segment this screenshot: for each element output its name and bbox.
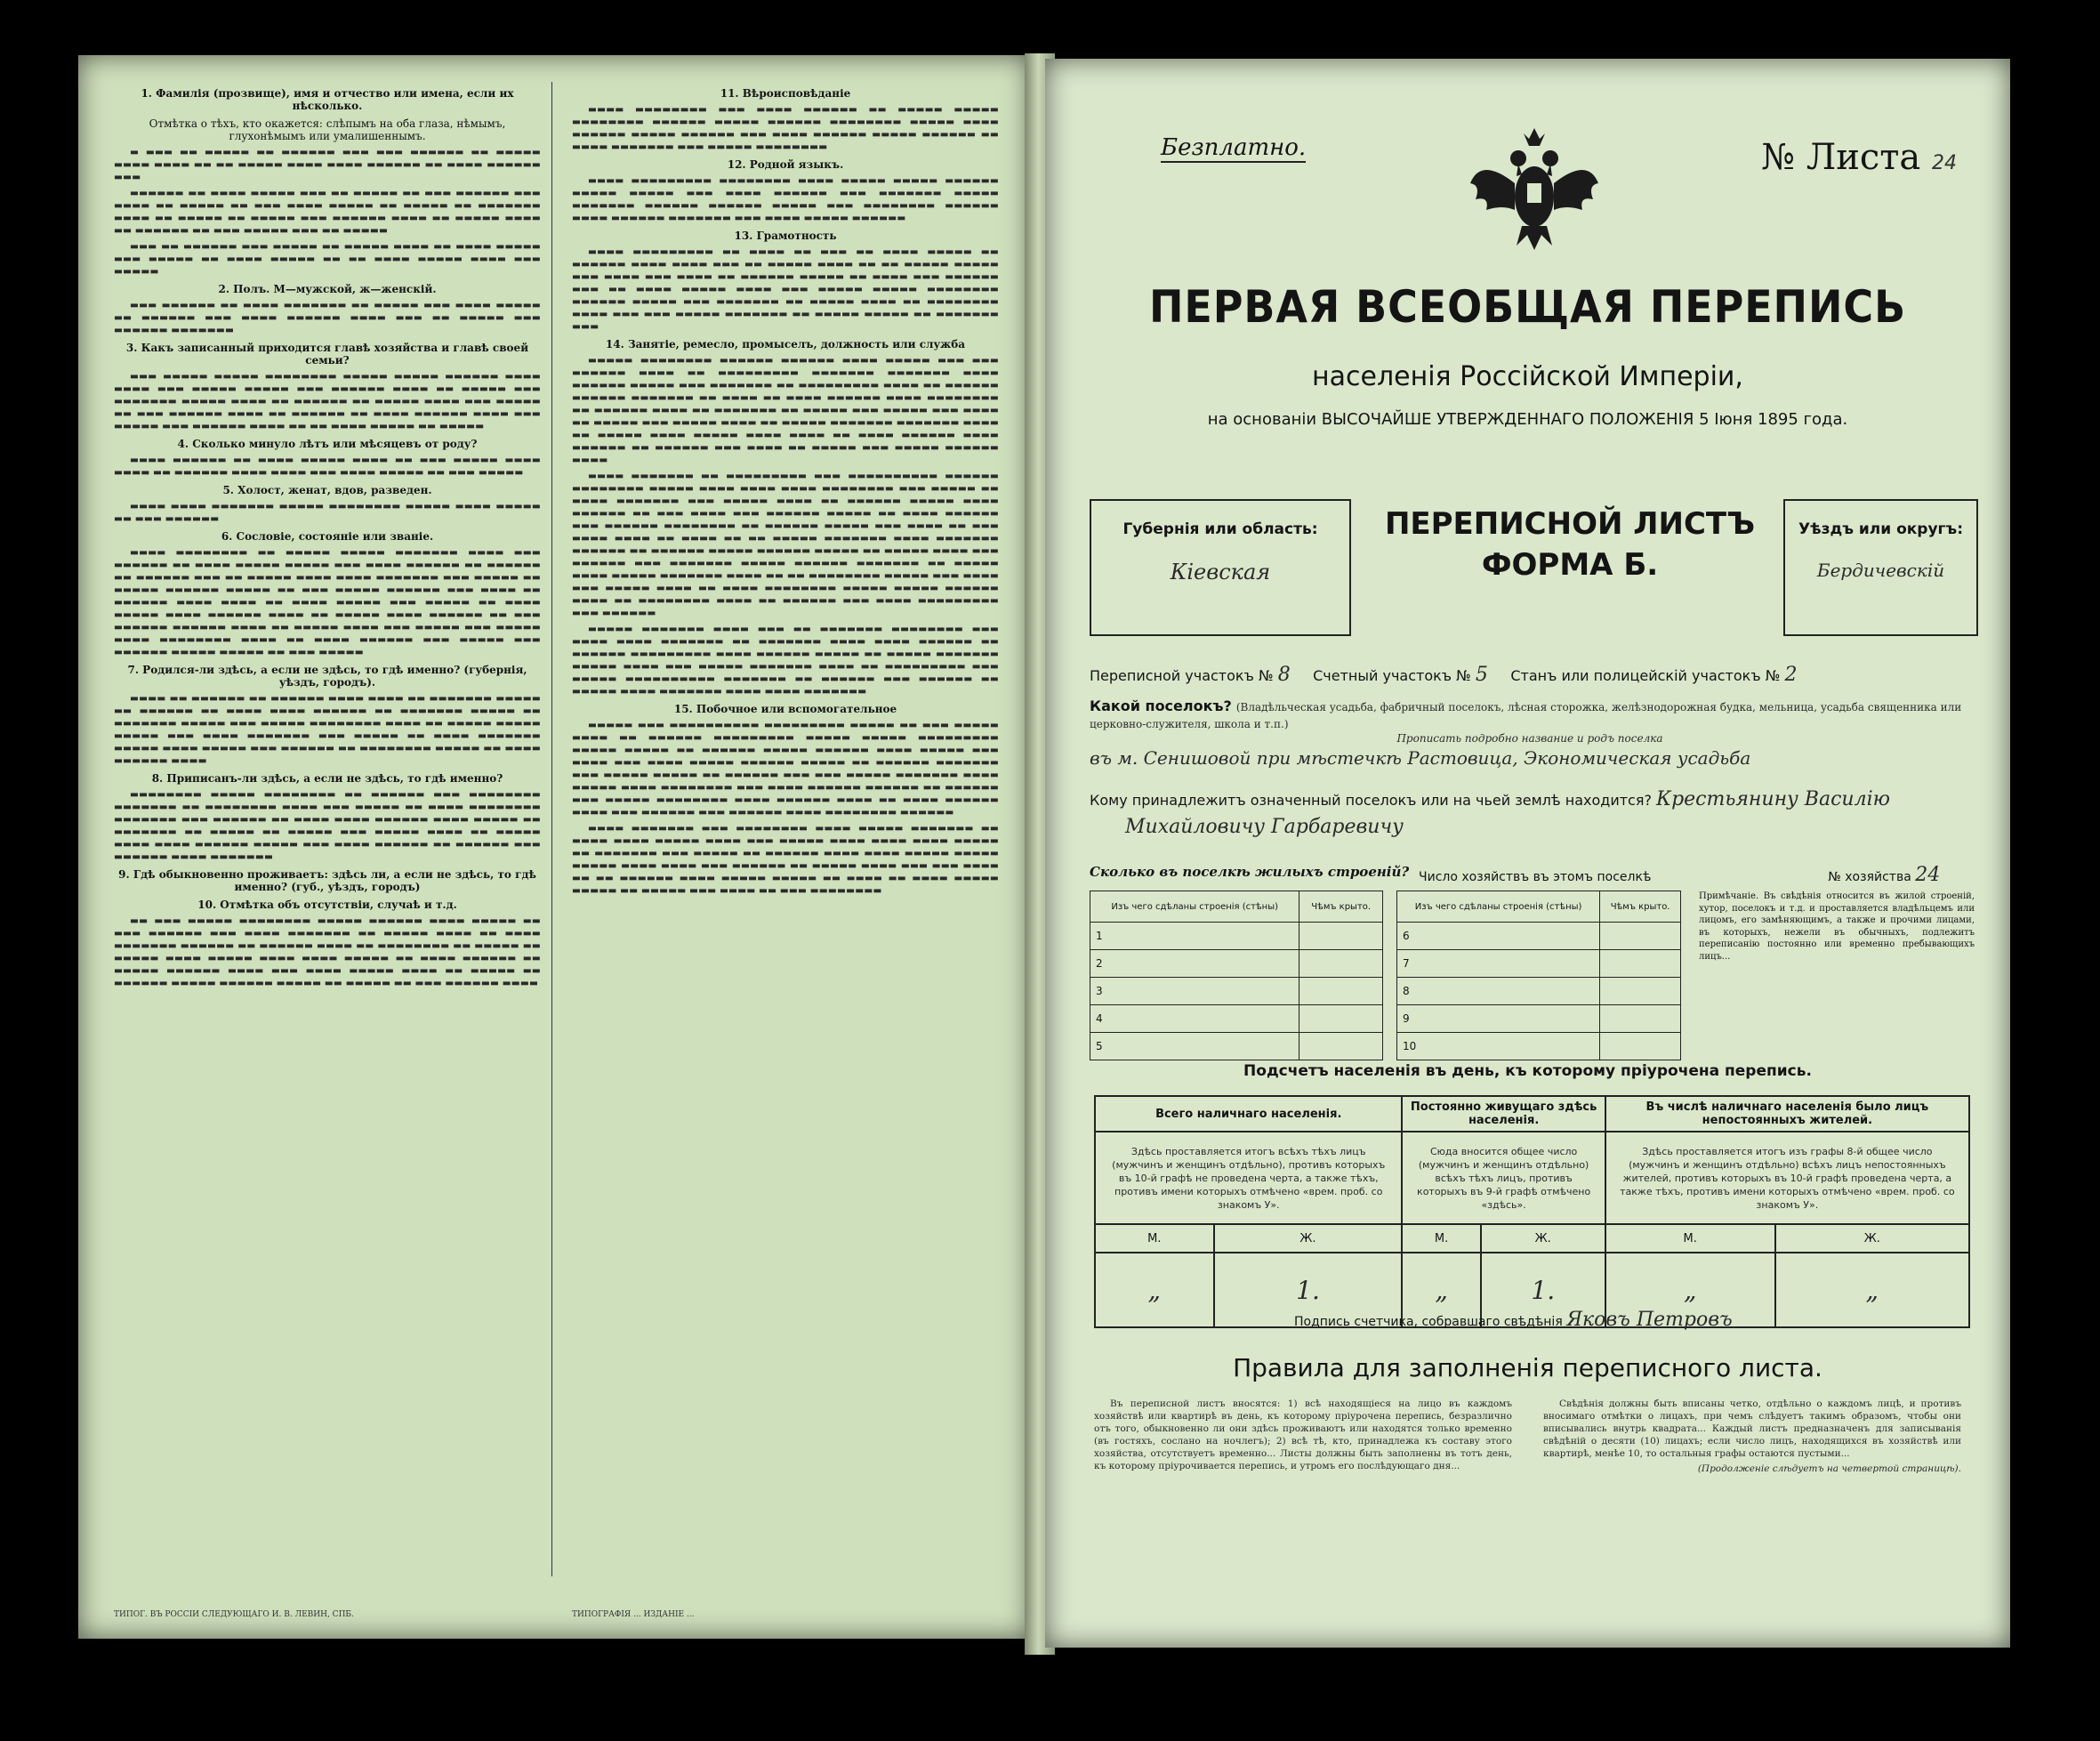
count-description: Сюда вносится общее число (мужчинъ и женщинъ отдѣльно) всѣхъ тѣхъ лицъ, противъ которыхъ въ 9-й графѣ отмѣчено «здѣсь».: [1402, 1132, 1605, 1224]
section-text-block: ▬▬▬▬▬▬▬▬ ▬▬▬▬▬ ▬▬▬▬▬▬▬▬ ▬▬ ▬▬▬▬▬▬ ▬▬▬ ▬▬▬▬▬▬▬▬ ▬▬▬▬▬▬▬ ▬▬ ▬▬▬▬▬▬▬▬ ▬▬▬▬ ▬▬▬ ▬▬▬▬▬ ▬▬ ▬▬▬▬ ▬▬▬▬▬▬▬▬ ▬▬▬▬▬▬▬ ▬▬▬ ▬▬▬▬▬▬ ▬▬ ▬▬▬▬ ▬▬▬▬ ▬▬▬▬▬▬ ▬▬▬▬ ▬▬▬▬▬ ▬▬ ▬▬▬▬▬▬▬ ▬▬ ▬▬▬▬▬ ▬▬ ▬▬▬▬▬ ▬▬▬ ▬▬▬▬▬ ▬▬▬▬ ▬▬ ▬▬▬▬▬ ▬▬▬▬ ▬▬▬▬ ▬▬▬▬▬▬ ▬▬▬▬▬ ▬▬▬ ▬▬▬▬ ▬▬▬▬▬▬ ▬▬ ▬▬▬▬▬▬ ▬▬▬ ▬▬▬▬▬▬ ▬▬▬▬ ▬▬▬▬▬▬▬: [114, 789, 541, 862]
settlement-value: въ м. Сенишовой при мѣстечкѣ Растовица, Экономическая усадьба: [1090, 747, 1751, 769]
printer-footnote-left: ТИПОГ. ВЪ РОССІИ СЛЕДУЮЩАГО И. В. ЛЕВИН, СПБ.: [114, 1610, 354, 1619]
count-header: Постоянно живущаго здѣсь населенія.: [1402, 1096, 1605, 1132]
section-text-block: ▬▬▬▬ ▬▬▬▬▬▬▬▬▬ ▬▬ ▬▬▬▬ ▬▬ ▬▬▬ ▬▬ ▬▬▬▬ ▬▬▬▬▬ ▬▬ ▬▬▬▬▬▬ ▬▬▬▬ ▬▬▬▬ ▬▬▬ ▬▬ ▬▬▬▬▬ ▬▬▬▬ ▬▬ ▬▬ ▬▬▬▬▬ ▬▬▬▬▬ ▬▬▬ ▬▬▬▬ ▬▬▬ ▬▬▬▬ ▬▬ ▬▬▬▬▬▬ ▬▬▬▬▬ ▬▬ ▬▬▬▬ ▬▬▬ ▬▬▬▬▬▬ ▬▬▬ ▬▬ ▬▬▬▬ ▬▬▬▬▬ ▬▬▬▬ ▬▬▬ ▬▬▬▬▬ ▬▬▬▬▬ ▬▬▬▬▬▬▬▬ ▬▬▬▬▬▬ ▬▬▬▬▬ ▬▬▬ ▬▬▬▬▬▬▬ ▬▬ ▬▬▬▬▬ ▬▬▬▬ ▬▬ ▬▬▬▬▬▬▬▬ ▬▬▬▬ ▬▬▬ ▬▬▬ ▬▬▬▬▬ ▬▬▬▬▬▬▬ ▬▬ ▬▬▬▬▬ ▬▬▬▬▬ ▬▬ ▬▬▬▬▬▬▬ ▬▬▬: [572, 246, 999, 332]
buildings-col-material: Изъ чего сдѣланы строенія (стѣны): [1397, 891, 1600, 923]
section-text-block: ▬▬▬▬ ▬▬▬▬▬▬▬▬▬ ▬▬▬▬▬▬▬▬ ▬▬▬▬ ▬▬▬▬▬ ▬▬▬▬▬ ▬▬▬▬▬▬ ▬▬▬▬▬ ▬▬▬▬▬ ▬▬▬ ▬▬▬▬ ▬▬▬▬▬▬ ▬▬▬ ▬▬▬▬▬▬▬ ▬▬▬▬▬ ▬▬▬▬▬▬▬ ▬▬▬▬▬▬ ▬▬▬▬▬▬ ▬▬▬▬▬ ▬▬▬ ▬▬▬▬▬▬▬▬ ▬▬▬▬▬▬ ▬▬▬▬ ▬▬▬▬▬▬ ▬▬▬▬▬▬▬ ▬▬▬ ▬▬▬▬ ▬▬▬▬▬ ▬▬▬▬▬▬: [572, 175, 999, 223]
settlement-hint-2: Прописать подробно название и родъ поселка: [1396, 732, 1663, 745]
count-value: 1.: [1481, 1253, 1605, 1327]
buildings-note: Примѣчаніе. Въ свѣдѣнія относится въ жилой строеній, хутор, поселокъ и т.д. и проставляется владѣльцемъ или лицомъ, его замѣняющимъ, а также и прочими лицами, въ которыхъ, нежели въ обычныхъ, подлежитъ переписанію постоянно или временно пребывающихъ лицъ...: [1699, 891, 1975, 962]
building-row-num: 4: [1090, 1005, 1299, 1033]
count-description: Здѣсь проставляется итогъ изъ графы 8-й общее число (мужчинъ и женщинъ отдѣльно) всѣхъ лицъ непостоянныхъ жителей, противъ которыхъ въ 10-й графѣ проведена черта, а также тѣхъ, противъ имени которыхъ отмѣчено «врем. проб. со знакомъ У».: [1605, 1132, 1969, 1224]
sheet-title: [1365, 504, 1774, 585]
section-heading: 2. Полъ. М—мужской, ж—женскій.: [218, 283, 437, 295]
buildings-col-material: Изъ чего сдѣланы строенія (стѣны): [1090, 891, 1299, 923]
count-value: 1.: [1214, 1253, 1403, 1327]
sheet-title-line1: ПЕРЕПИСНОЙ ЛИСТЪ: [1384, 506, 1756, 542]
buildings-label: Сколько въ поселкѣ жилыхъ строеній?: [1090, 864, 1410, 880]
buildings-col-roof: Чѣмъ крыто.: [1600, 891, 1681, 923]
sheet-number-label: № Листа: [1761, 137, 1921, 178]
section-text-block: ▬▬▬▬ ▬▬ ▬▬▬▬▬▬ ▬▬ ▬▬▬▬▬▬ ▬▬▬▬ ▬▬▬▬ ▬▬ ▬▬▬▬▬▬▬ ▬▬▬▬▬ ▬▬ ▬▬▬▬▬▬ ▬▬ ▬▬▬▬ ▬▬▬▬ ▬▬▬▬▬▬ ▬▬ ▬▬▬▬▬▬▬ ▬▬▬▬▬ ▬▬ ▬▬▬▬▬▬▬ ▬▬▬▬▬ ▬▬▬ ▬▬▬▬▬ ▬▬▬▬▬▬▬▬ ▬▬▬▬ ▬▬ ▬▬▬▬▬ ▬▬▬▬▬ ▬▬▬▬▬ ▬▬▬ ▬▬▬▬ ▬▬▬▬▬▬▬ ▬▬▬ ▬▬▬▬▬ ▬▬ ▬▬▬▬ ▬▬▬▬▬▬▬ ▬▬▬▬▬ ▬▬▬▬ ▬▬▬▬▬ ▬▬▬ ▬▬▬▬▬▬ ▬▬ ▬▬▬▬▬▬▬▬ ▬▬▬▬▬ ▬▬ ▬▬▬▬ ▬▬▬▬▬▬ ▬▬▬▬: [114, 693, 541, 766]
section-heading: 11. Вѣроисповѣданіе: [720, 87, 851, 100]
count-header: Всего наличнаго населенія.: [1095, 1096, 1402, 1132]
building-row-num: 10: [1397, 1033, 1600, 1060]
sex-label: М.: [1605, 1224, 1775, 1253]
section-text-block: ▬ ▬▬▬ ▬▬ ▬▬▬▬▬ ▬▬ ▬▬▬▬▬▬ ▬▬▬ ▬▬▬ ▬▬▬▬▬▬ ▬▬ ▬▬▬▬▬ ▬▬▬▬ ▬▬▬▬ ▬▬ ▬▬ ▬▬▬▬▬ ▬▬▬▬ ▬▬▬▬ ▬▬▬▬▬▬ ▬▬ ▬▬▬▬ ▬▬▬▬▬▬ ▬▬▬ ▬▬▬▬▬▬ ▬▬ ▬▬▬▬ ▬▬▬▬▬ ▬▬▬ ▬▬ ▬▬▬▬▬ ▬▬ ▬▬▬ ▬▬▬▬▬▬ ▬▬▬ ▬▬▬▬ ▬▬ ▬▬▬▬▬ ▬▬ ▬▬▬ ▬▬▬▬ ▬▬▬▬▬ ▬▬ ▬▬▬▬▬ ▬▬ ▬▬▬▬▬▬▬ ▬▬▬▬ ▬▬ ▬▬▬▬▬ ▬▬ ▬▬▬▬▬ ▬▬▬ ▬▬▬▬▬▬ ▬▬▬▬ ▬▬ ▬▬▬▬▬ ▬▬▬▬ ▬▬ ▬▬▬▬▬▬ ▬▬ ▬▬▬ ▬▬▬▬▬ ▬▬▬ ▬▬ ▬▬▬▬▬ ▬▬▬ ▬▬ ▬▬▬▬▬▬ ▬▬▬ ▬▬▬▬▬ ▬▬ ▬▬▬▬▬ ▬▬▬▬ ▬▬ ▬▬▬▬ ▬▬▬▬▬ ▬▬▬ ▬▬▬▬▬ ▬▬ ▬▬▬▬ ▬▬▬▬▬ ▬▬ ▬▬ ▬▬▬▬ ▬▬▬▬▬ ▬▬▬▬ ▬▬▬ ▬▬▬▬▬: [114, 147, 541, 277]
settlement-field: [1090, 697, 1970, 769]
section-subheading: Отмѣтка о тѣхъ, кто окажется: слѣпымъ на оба глаза, нѣмымъ, глухонѣмымъ или умалишеннымъ.: [149, 117, 506, 142]
section-heading: 1. Фамилія (прозвище), имя и отчество или имена, если их нѣсколько.: [141, 87, 514, 112]
precinct-line: [1090, 664, 1797, 686]
left-column-a: [114, 82, 541, 993]
households-no-value: 24: [1915, 864, 1941, 886]
province-value: Кіевская: [1170, 560, 1271, 584]
building-row-num: 9: [1397, 1005, 1600, 1033]
rules-column-a: [1094, 1398, 1512, 1475]
stan-value: 2: [1784, 664, 1798, 686]
buildings-table-b: [1396, 891, 1681, 1060]
owner-value-2: Михайловичу Гарбаревичу: [1125, 816, 1404, 838]
sex-label: Ж.: [1214, 1224, 1403, 1253]
count-precinct-value: 5: [1475, 664, 1488, 686]
district-label: Уѣздъ или округъ:: [1798, 520, 1964, 538]
building-row-num: 5: [1090, 1033, 1299, 1060]
count-header: Въ числѣ наличнаго населенія было лицъ непостоянныхъ жителей.: [1605, 1096, 1969, 1132]
section-text-block: ▬▬▬▬ ▬▬▬▬▬▬ ▬▬ ▬▬▬▬ ▬▬▬▬▬ ▬▬▬▬ ▬▬ ▬▬▬ ▬▬▬▬▬ ▬▬▬▬ ▬▬▬▬ ▬▬ ▬▬▬▬▬▬ ▬▬▬▬ ▬▬▬▬ ▬▬▬ ▬▬▬▬ ▬▬▬▬▬ ▬▬ ▬▬▬ ▬▬▬▬▬: [114, 455, 541, 478]
district-box: [1783, 499, 1978, 636]
population-count-title: Подсчетъ населенія въ день, къ которому пріурочена перепись.: [1243, 1062, 1812, 1080]
sex-label: М.: [1402, 1224, 1480, 1253]
precinct-label: Переписной участокъ №: [1090, 667, 1274, 684]
section-heading: 10. Отмѣтка объ отсутствіи, случаѣ и т.д.: [197, 899, 457, 911]
section-text-block: ▬▬▬▬ ▬▬▬▬ ▬▬▬▬▬▬▬ ▬▬▬▬▬ ▬▬▬▬▬▬▬▬ ▬▬▬▬▬ ▬▬▬▬ ▬▬▬▬▬ ▬▬ ▬▬▬ ▬▬▬▬▬▬: [114, 501, 541, 524]
count-precinct-label: Счетный участокъ №: [1313, 667, 1471, 684]
sheet-number-value: 24: [1932, 152, 1957, 174]
sex-label: Ж.: [1775, 1224, 1969, 1253]
province-box: [1090, 499, 1351, 636]
section-heading: 3. Какъ записанный приходится главѣ хозяйства и главѣ своей семьи?: [125, 342, 529, 367]
section-text-block: ▬▬▬ ▬▬▬▬▬ ▬▬▬▬▬ ▬▬▬▬▬▬▬▬ ▬▬▬▬▬ ▬▬▬▬▬ ▬▬▬▬▬▬ ▬▬▬▬ ▬▬▬▬ ▬▬▬ ▬▬▬▬▬ ▬▬▬▬▬ ▬▬▬ ▬▬▬▬▬▬ ▬▬▬▬ ▬▬ ▬▬▬▬▬ ▬▬▬ ▬▬▬▬▬▬▬ ▬▬▬▬▬ ▬▬▬▬ ▬▬ ▬▬▬▬▬▬ ▬▬ ▬▬▬▬▬ ▬▬▬▬ ▬▬▬ ▬▬▬▬▬ ▬▬ ▬▬▬ ▬▬▬▬▬▬ ▬▬▬▬ ▬▬ ▬▬▬▬▬▬ ▬▬ ▬▬▬▬ ▬▬▬▬▬▬ ▬▬▬▬ ▬▬▬ ▬▬▬▬▬ ▬▬▬ ▬▬▬▬▬▬ ▬▬▬▬ ▬▬ ▬▬ ▬▬▬▬ ▬▬▬▬▬ ▬▬ ▬▬▬▬▬: [114, 371, 541, 431]
count-value: „: [1402, 1253, 1480, 1327]
double-headed-eagle-emblem: [1463, 121, 1605, 254]
building-row-num: 8: [1397, 978, 1600, 1005]
count-description: Здѣсь проставляется итогъ всѣхъ тѣхъ лицъ (мужчинъ и женщинъ отдѣльно), противъ которыхъ въ 10-й графѣ не проведена черта, а также тѣхъ, противъ имени которыхъ отмѣчено «врем. проб. со знакомъ У».: [1095, 1132, 1402, 1224]
section-text-block: ▬▬▬▬ ▬▬▬▬▬▬▬▬ ▬▬▬ ▬▬▬▬ ▬▬▬▬▬▬ ▬▬ ▬▬▬▬▬ ▬▬▬▬▬ ▬▬▬▬▬▬▬▬ ▬▬▬▬▬▬ ▬▬▬▬▬ ▬▬▬▬▬▬ ▬▬▬▬▬▬▬▬ ▬▬▬▬▬ ▬▬▬▬ ▬▬▬▬▬▬ ▬▬▬▬▬ ▬▬▬▬▬▬ ▬▬▬ ▬▬▬▬ ▬▬▬▬▬▬ ▬▬▬▬▬ ▬▬▬▬▬▬ ▬▬ ▬▬▬▬ ▬▬▬▬▬▬▬ ▬▬▬ ▬▬▬▬▬ ▬▬▬▬▬▬▬▬: [572, 104, 999, 152]
precinct-value: 8: [1277, 664, 1291, 686]
households-no-label: № хозяйства: [1828, 870, 1911, 884]
building-row-num: 3: [1090, 978, 1299, 1005]
section-heading: 12. Родной языкъ.: [727, 158, 844, 171]
section-text-block: ▬▬▬▬▬ ▬▬▬ ▬▬▬▬▬▬▬▬▬▬ ▬▬▬▬▬▬▬▬▬ ▬▬▬▬▬ ▬▬ ▬▬▬ ▬▬▬▬▬ ▬▬▬▬ ▬▬ ▬▬▬▬▬▬ ▬▬▬▬▬▬▬▬▬ ▬▬▬▬▬ ▬▬▬▬▬ ▬▬▬▬▬▬▬▬▬ ▬▬▬▬▬ ▬▬▬▬▬ ▬▬ ▬▬▬▬▬▬ ▬▬▬▬▬ ▬▬▬▬▬▬ ▬▬▬▬ ▬▬▬▬▬ ▬▬▬ ▬▬▬▬ ▬▬▬ ▬▬▬▬ ▬▬▬▬▬ ▬▬▬▬▬▬ ▬▬▬▬▬ ▬▬ ▬▬▬▬▬▬ ▬▬▬▬▬▬▬ ▬▬▬ ▬▬▬▬▬ ▬▬▬▬▬ ▬▬ ▬▬▬▬▬▬ ▬▬▬ ▬▬▬ ▬▬▬▬▬ ▬▬▬▬▬▬▬ ▬▬▬▬ ▬▬▬▬▬ ▬▬▬▬ ▬▬▬▬▬▬▬▬ ▬▬▬ ▬▬▬▬ ▬▬▬▬▬▬ ▬▬▬▬▬▬ ▬▬ ▬▬▬▬▬▬ ▬▬▬ ▬▬▬▬▬ ▬▬▬▬▬▬▬▬ ▬▬▬▬ ▬▬▬▬▬▬ ▬▬▬▬ ▬▬ ▬▬▬▬ ▬▬▬▬▬▬ ▬▬▬▬ ▬▬▬ ▬▬▬▬▬▬ ▬▬▬ ▬▬▬▬▬▬ ▬▬▬▬ ▬▬▬▬▬▬▬▬ ▬▬▬▬▬▬ ▬▬▬▬ ▬▬▬▬▬▬▬ ▬▬▬ ▬▬▬▬▬▬▬▬ ▬▬▬▬ ▬▬▬▬▬ ▬▬▬▬▬▬▬ ▬▬ ▬▬▬▬ ▬▬▬▬ ▬▬▬▬▬ ▬▬▬▬ ▬▬▬ ▬▬▬▬▬ ▬▬▬▬ ▬▬▬▬ ▬▬▬▬ ▬▬▬▬▬ ▬▬ ▬▬▬▬▬▬▬ ▬▬▬ ▬▬▬▬▬ ▬▬ ▬▬▬▬▬▬ ▬▬▬▬ ▬▬▬▬ ▬▬▬▬▬ ▬▬▬▬▬ ▬▬▬▬▬ ▬▬▬▬ ▬▬▬▬ ▬▬▬ ▬▬▬▬▬▬ ▬▬ ▬▬▬▬▬ ▬▬▬▬ ▬▬▬ ▬▬▬ ▬▬▬▬ ▬▬ ▬▬ ▬▬▬▬▬▬ ▬▬▬▬ ▬▬▬▬▬ ▬▬▬▬▬ ▬▬ ▬▬▬▬ ▬▬ ▬▬▬▬ ▬▬▬▬▬ ▬▬▬▬▬ ▬▬ ▬▬▬▬▬ ▬▬▬ ▬▬▬▬ ▬▬ ▬▬▬ ▬▬▬▬▬▬▬▬: [572, 720, 999, 896]
sex-label: Ж.: [1481, 1224, 1605, 1253]
count-value: „: [1605, 1253, 1775, 1327]
building-row-num: 7: [1397, 950, 1600, 978]
section-heading: 14. Занятіе, ремесло, промыселъ, должность или служба: [605, 338, 966, 351]
stan-label: Станъ или полицейскій участокъ №: [1510, 667, 1781, 684]
column-divider: [551, 82, 552, 1576]
households-line: [1419, 864, 1940, 886]
rules-title: Правила для заполненія переписного листа.: [1233, 1353, 1822, 1382]
buildings-table-a: [1090, 891, 1383, 1060]
rules-continuation: (Продолженіе слѣдуетъ на четвертой страницѣ).: [1697, 1463, 1961, 1474]
signature-label: Подпись счетчика, собравшаго свѣдѣнія: [1294, 1315, 1563, 1329]
section-heading: 8. Приписанъ-ли здѣсь, а если не здѣсь, то гдѣ именно?: [151, 772, 503, 785]
section-heading: 9. Гдѣ обыкновенно проживаетъ: здѣсь ли, а если не здѣсь, то гдѣ именно? (губ., уѣздъ, городъ): [118, 868, 536, 893]
document-title: ПЕРВАЯ ВСЕОБЩАЯ ПЕРЕПИСЬ: [1148, 281, 1907, 333]
province-label: Губернія или область:: [1122, 520, 1318, 538]
section-heading: 13. Грамотность: [734, 230, 837, 242]
sex-label: М.: [1095, 1224, 1214, 1253]
settlement-hint: (Владѣльческая усадьба, фабричный поселокъ, лѣсная сторожка, желѣзнодорожная будка, мельница, усадьба священника или церковно-служителя, школа и т.п.): [1090, 701, 1962, 730]
buildings-col-roof: Чѣмъ крыто.: [1299, 891, 1383, 923]
left-page: [78, 55, 1030, 1639]
legal-basis-line: на основаніи ВЫСОЧАЙШЕ УТВЕРЖДЕННАГО ПОЛОЖЕНІЯ 5 Іюня 1895 года.: [1207, 410, 1848, 429]
building-row-num: 2: [1090, 950, 1299, 978]
section-heading: 7. Родился-ли здѣсь, а если не здѣсь, то гдѣ именно? (губернія, уѣздъ, городъ).: [127, 664, 527, 689]
rules-text-b: Свѣдѣнія должны быть вписаны четко, отдѣльно о каждомъ лицѣ, и противъ вносимаго отмѣтки о лицахъ, при чемъ слѣдуетъ такимъ образомъ, чтобы они вписывались внутрь квадрата... Каждый листъ предназначенъ для записыванія свѣдѣній о десяти (10) лицахъ; если число лицъ, находящихся въ хозяйствѣ или квартирѣ, менѣе 10, то остальныя графы остаются пустыми...: [1543, 1398, 1961, 1459]
document-subtitle: населенія Россійской Имперіи,: [1312, 361, 1743, 392]
count-value: „: [1095, 1253, 1214, 1327]
building-row-num: 1: [1090, 923, 1299, 950]
section-text-block: ▬▬ ▬▬▬ ▬▬▬▬▬ ▬▬▬▬▬▬▬▬ ▬▬▬▬▬ ▬▬▬▬▬▬ ▬▬▬▬ ▬▬▬▬▬ ▬▬ ▬▬▬ ▬▬▬▬▬▬ ▬▬▬ ▬▬▬▬ ▬▬▬▬▬▬▬ ▬▬ ▬▬▬▬▬ ▬▬▬▬ ▬▬ ▬▬▬▬ ▬▬▬▬▬▬▬ ▬▬▬▬▬▬ ▬▬ ▬▬▬▬▬▬ ▬▬▬▬ ▬▬ ▬▬▬▬▬▬▬▬ ▬▬ ▬▬▬▬▬ ▬▬ ▬▬▬▬▬ ▬▬▬▬ ▬▬▬▬▬ ▬▬▬▬ ▬▬▬▬ ▬▬▬▬▬ ▬▬ ▬▬▬▬ ▬▬▬▬▬▬ ▬▬ ▬▬▬▬▬ ▬▬▬▬▬▬ ▬▬▬▬ ▬▬▬ ▬▬▬▬ ▬▬▬▬▬ ▬▬▬▬ ▬▬ ▬▬▬▬▬ ▬▬ ▬▬▬▬▬▬ ▬▬▬▬▬ ▬▬▬▬▬▬ ▬▬▬▬▬ ▬▬ ▬▬▬▬▬ ▬▬ ▬▬▬ ▬▬▬▬▬▬ ▬▬▬▬: [114, 915, 541, 988]
owner-field: [1090, 788, 1970, 838]
building-row-num: 6: [1397, 923, 1600, 950]
signature-line: [1294, 1309, 1733, 1331]
rules-column-b: [1543, 1398, 1961, 1478]
right-page: [1045, 59, 2010, 1648]
section-text-block: ▬▬▬▬▬ ▬▬▬▬▬▬▬▬ ▬▬▬▬▬▬ ▬▬▬▬▬▬ ▬▬▬▬ ▬▬▬▬▬ ▬▬▬ ▬▬▬ ▬▬▬▬▬▬ ▬▬▬▬ ▬▬ ▬▬▬▬▬▬▬▬▬ ▬▬▬▬▬▬▬ ▬▬▬▬▬▬▬ ▬▬▬▬ ▬▬▬▬▬▬ ▬▬▬▬▬ ▬▬▬ ▬▬▬▬▬▬▬ ▬▬ ▬▬▬▬▬▬▬▬▬ ▬▬▬▬ ▬▬ ▬▬▬▬▬▬ ▬▬▬▬▬▬ ▬▬▬▬▬▬▬ ▬▬ ▬▬▬▬ ▬▬ ▬▬▬▬ ▬▬▬▬▬▬ ▬▬▬▬ ▬▬▬▬▬▬▬▬ ▬▬ ▬▬▬▬▬▬ ▬▬▬▬ ▬▬ ▬▬▬▬▬▬▬ ▬▬ ▬▬▬▬▬ ▬▬▬ ▬▬▬▬▬ ▬▬▬ ▬▬▬▬ ▬▬ ▬▬▬▬▬ ▬▬▬ ▬▬▬▬▬ ▬▬▬▬ ▬▬ ▬▬▬▬▬ ▬▬▬▬▬▬▬ ▬▬▬▬▬▬▬ ▬▬▬▬ ▬▬ ▬▬▬▬▬ ▬▬▬▬ ▬▬▬▬▬ ▬▬▬▬ ▬▬▬▬ ▬▬ ▬▬▬▬ ▬▬▬▬▬▬ ▬▬▬▬ ▬▬▬▬▬▬ ▬▬ ▬▬▬▬▬▬ ▬▬▬ ▬▬▬▬ ▬▬ ▬▬▬▬▬ ▬▬▬ ▬▬▬▬▬ ▬▬▬▬▬▬ ▬▬▬▬ ▬▬▬▬ ▬▬▬▬▬▬▬ ▬▬ ▬▬▬▬▬▬▬▬▬ ▬▬▬ ▬▬▬▬▬▬▬▬▬▬ ▬▬▬▬▬▬ ▬▬▬▬▬▬▬▬ ▬▬▬▬▬ ▬▬▬▬ ▬▬▬▬ ▬▬▬▬ ▬▬▬▬▬▬▬▬ ▬▬▬ ▬▬▬▬▬ ▬▬ ▬▬▬▬ ▬▬▬▬▬▬▬ ▬▬▬ ▬▬▬▬▬ ▬▬▬▬ ▬▬ ▬▬▬▬▬▬ ▬▬▬▬▬ ▬▬▬▬ ▬▬▬▬▬▬ ▬▬ ▬▬▬ ▬▬▬▬ ▬▬▬ ▬▬▬▬▬▬ ▬▬▬▬▬ ▬▬ ▬▬▬▬ ▬▬▬▬▬▬ ▬▬▬ ▬▬▬▬▬▬ ▬▬▬▬▬▬▬▬ ▬▬ ▬▬▬▬▬▬ ▬▬▬▬▬ ▬▬▬ ▬▬▬▬ ▬▬ ▬▬▬ ▬▬▬▬ ▬▬▬▬ ▬▬ ▬▬▬▬ ▬▬ ▬▬ ▬▬▬▬▬ ▬▬▬▬▬▬▬ ▬▬▬▬ ▬▬▬▬▬▬▬ ▬▬▬▬▬▬ ▬▬ ▬▬▬▬▬▬ ▬▬▬▬▬ ▬▬▬▬▬▬ ▬▬▬▬▬ ▬▬ ▬▬▬▬▬ ▬▬▬▬ ▬▬▬ ▬▬▬▬▬▬ ▬▬▬ ▬▬▬▬▬▬▬ ▬▬▬▬▬ ▬▬▬▬▬▬ ▬▬▬▬▬▬▬ ▬▬ ▬▬▬▬▬ ▬▬▬▬ ▬▬▬▬▬ ▬▬▬▬▬▬▬ ▬▬▬▬ ▬▬ ▬▬ ▬▬▬▬▬▬▬▬ ▬▬▬▬▬ ▬▬▬ ▬▬▬▬ ▬▬▬ ▬▬▬▬▬ ▬▬▬▬ ▬▬ ▬▬▬▬ ▬▬▬▬▬▬▬▬ ▬▬▬▬▬ ▬▬▬▬▬ ▬▬▬▬▬▬ ▬▬▬▬ ▬▬ ▬▬▬▬▬▬▬▬ ▬▬▬▬ ▬▬ ▬▬▬▬▬▬ ▬▬▬ ▬▬▬▬ ▬▬▬▬▬▬▬▬▬ ▬▬▬ ▬▬▬▬▬▬ ▬▬▬▬▬ ▬▬▬▬▬▬▬ ▬▬▬▬ ▬▬▬ ▬▬ ▬▬▬▬▬▬▬ ▬▬▬▬▬▬▬▬ ▬▬▬ ▬▬▬▬ ▬▬▬▬ ▬▬▬▬▬▬▬ ▬▬ ▬▬▬▬▬▬▬ ▬▬▬▬ ▬▬▬▬ ▬▬▬▬▬▬ ▬▬ ▬▬▬▬▬▬ ▬▬▬▬▬▬▬▬▬ ▬▬▬▬ ▬▬▬▬▬▬ ▬▬▬▬▬ ▬▬ ▬▬▬▬▬ ▬▬▬▬▬▬▬ ▬▬▬▬▬ ▬▬▬▬ ▬▬▬ ▬▬▬▬▬ ▬▬▬▬▬▬▬ ▬▬▬▬ ▬▬ ▬▬▬▬▬▬▬▬▬ ▬▬▬ ▬▬▬▬▬ ▬▬▬▬▬▬▬▬▬▬ ▬▬▬▬▬▬▬ ▬▬ ▬▬▬▬▬▬ ▬▬▬ ▬▬▬▬▬▬ ▬▬ ▬▬▬▬▬ ▬▬▬▬ ▬▬▬▬▬▬▬ ▬▬▬▬ ▬▬▬▬ ▬▬▬▬▬▬▬: [572, 355, 999, 697]
population-count-table: [1094, 1095, 1970, 1328]
signature-value: Яковъ Петровъ: [1566, 1309, 1733, 1331]
section-heading: 5. Холост, женат, вдов, разведен.: [222, 484, 432, 496]
count-value: „: [1775, 1253, 1969, 1327]
section-heading: 6. Сословіе, состояніе или званіе.: [221, 530, 434, 543]
section-heading: 4. Сколько минуло лѣтъ или мѣсяцевъ от роду?: [177, 438, 478, 450]
printer-footnote-right: ТИПОГРАФІЯ ... ИЗДАНІЕ ...: [572, 1610, 695, 1619]
owner-label: Кому принадлежитъ означенный поселокъ или на чьей землѣ находится?: [1090, 792, 1652, 809]
section-heading: 15. Побочное или вспомогательное: [673, 703, 897, 715]
section-text-block: ▬▬▬▬ ▬▬▬▬▬▬▬▬ ▬▬ ▬▬▬▬▬ ▬▬▬▬▬ ▬▬▬▬▬▬▬ ▬▬▬▬ ▬▬▬ ▬▬▬▬▬▬ ▬▬ ▬▬▬▬ ▬▬▬▬▬ ▬▬▬▬▬ ▬▬▬ ▬▬▬▬ ▬▬▬▬▬▬ ▬▬ ▬▬▬▬▬▬ ▬▬ ▬▬▬▬▬▬ ▬▬▬ ▬▬ ▬▬▬▬▬ ▬▬▬▬ ▬▬▬▬ ▬▬▬▬▬▬▬ ▬▬▬ ▬▬▬▬▬ ▬▬ ▬▬▬▬▬ ▬▬▬▬▬▬ ▬▬▬▬▬ ▬▬ ▬▬▬ ▬▬▬▬▬ ▬▬▬▬▬▬ ▬▬▬ ▬▬▬▬ ▬▬ ▬▬▬▬▬▬ ▬▬▬▬ ▬▬▬▬ ▬▬ ▬▬▬▬ ▬▬▬▬▬ ▬▬▬ ▬▬▬▬▬ ▬▬ ▬▬▬▬ ▬▬▬▬▬ ▬▬▬▬ ▬▬▬▬▬▬ ▬▬▬▬ ▬▬ ▬▬▬▬▬ ▬▬▬▬ ▬▬▬▬▬▬ ▬▬ ▬▬▬ ▬▬▬▬▬▬ ▬▬▬▬▬▬ ▬▬▬▬ ▬▬ ▬▬▬▬▬ ▬▬▬▬ ▬▬▬ ▬▬▬▬▬ ▬▬▬ ▬▬▬▬▬ ▬▬▬▬ ▬▬▬▬▬▬▬▬ ▬▬▬▬ ▬▬ ▬▬▬▬ ▬▬▬▬▬▬ ▬▬▬ ▬▬▬▬▬ ▬▬▬ ▬▬▬▬▬▬ ▬▬▬▬▬ ▬▬▬▬▬ ▬▬ ▬▬▬ ▬▬▬▬▬: [114, 547, 541, 657]
households-label: Число хозяйствъ въ этомъ поселкѣ: [1419, 870, 1652, 884]
free-label: Безплатно.: [1161, 134, 1307, 161]
rules-text-a: Въ переписной листъ вносятся: 1) всѣ находящіеся на лицо въ каждомъ хозяйствѣ или квартирѣ въ день, къ которому пріурочена перепись, безразлично отъ того, обыкновенно ли они здѣсь проживаютъ или находятся только временно (въ гостяхъ, сослано на ночлегъ); 2) всѣ тѣ, кто, принадлежа къ составу этого хозяйства, отсутствуетъ временно... Листы должны быть заполнены въ тотъ день, къ которому пріурочивается перепись, и утромъ его послѣдующаго дня...: [1094, 1398, 1512, 1471]
section-text-block: ▬▬▬ ▬▬▬▬▬▬ ▬▬ ▬▬▬▬ ▬▬▬▬▬▬▬ ▬▬ ▬▬▬▬▬ ▬▬▬ ▬▬▬▬ ▬▬▬▬▬ ▬▬ ▬▬▬▬▬▬ ▬▬▬ ▬▬▬▬ ▬▬▬▬▬▬ ▬▬▬▬ ▬▬▬ ▬▬ ▬▬▬▬▬ ▬▬▬ ▬▬▬▬▬▬ ▬▬▬▬▬▬▬: [114, 300, 541, 335]
owner-value-1: Крестьянину Василію: [1656, 788, 1890, 810]
sheet-number: [1761, 137, 1957, 178]
left-column-b: [572, 82, 999, 900]
sheet-title-line2: ФОРМА Б.: [1481, 547, 1659, 583]
settlement-label: Какой поселокъ?: [1090, 697, 1232, 714]
district-value: Бердичевскій: [1816, 560, 1945, 581]
